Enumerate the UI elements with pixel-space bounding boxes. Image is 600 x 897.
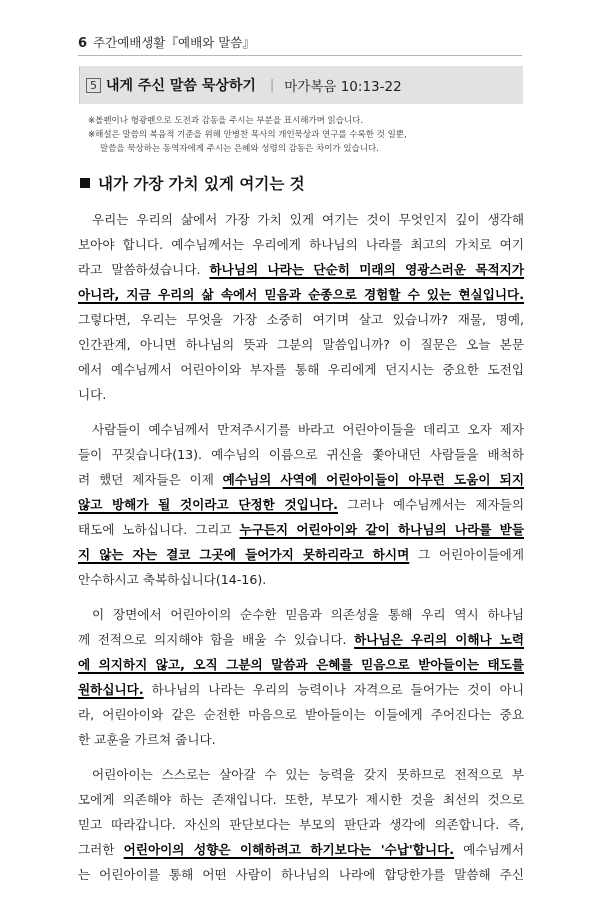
highlighted-text: 누구든지 어린아이와 같이 하나님의 나라를 받들 — [239, 522, 524, 537]
text-line: 그러한 어린아이의 성향은 이해하려고 하기보다는 '수납'합니다. 예수님께서 — [78, 842, 524, 857]
scripture-passage: 마가복음 10:13-22 — [284, 79, 402, 95]
page-header — [78, 33, 255, 51]
text-line: 이 장면에서 어린아이의 순수한 믿음과 의존성을 통해 우리 역시 하나님 — [92, 607, 524, 622]
section-number: 5 — [86, 78, 101, 93]
paragraph-1 — [78, 207, 524, 407]
text-line: 에서 예수님께서 어린아이와 부자를 통해 우리에게 던지시는 중요한 도전입 — [78, 362, 524, 377]
subheading — [80, 172, 305, 194]
text-line: 어린아이는 스스로는 살아갈 수 있는 능력을 갖지 못하므로 전적으로 부 — [92, 767, 524, 782]
text-line: 사람들이 예수님께서 만져주시기를 바라고 어린아이들을 데리고 오자 제자 — [92, 422, 524, 437]
text-line: 라고 말씀하셨습니다. 하나님의 나라는 단순히 미래의 영광스러운 목적지가 — [78, 262, 524, 277]
text-line: 보아야 합니다. 예수님께서는 우리에게 하나님의 나라를 최고의 가치로 여기 — [78, 237, 524, 252]
publication-title: 주간예배생활『예배와 말씀』 — [93, 35, 255, 50]
page-number: 6 — [78, 36, 88, 51]
highlighted-text: 지 않는 자는 결코 그곳에 들어가지 못하리라고 하시며 — [78, 547, 410, 562]
subheading-text: 내가 가장 가치 있게 여기는 것 — [98, 175, 305, 193]
highlighted-text: 하나님의 나라는 단순히 미래의 영광스러운 목적지가 — [209, 262, 524, 277]
text-line: 원하십니다. 하나님의 나라는 우리의 능력이나 자격으로 들어가는 것이 아니 — [78, 682, 524, 697]
paragraph-3 — [78, 602, 524, 752]
article-body — [78, 207, 524, 897]
text-line: 려 했던 제자들은 이제 예수님의 사역에 어린아이들이 아무런 도움이 되지 — [78, 472, 524, 487]
text-line: 믿고 따라갑니다. 자신의 판단보다는 부모의 판단과 생각에 의존합니다. 즉, — [78, 817, 524, 832]
text-line: 태도에 노하십니다. 그리고 누구든지 어린아이와 같이 하나님의 나라를 받들 — [78, 522, 524, 537]
highlighted-text: 예수님의 사역에 어린아이들이 아무런 도움이 되지 — [222, 472, 524, 487]
highlighted-text: 에 의지하지 않고, 오직 그분의 말씀과 은혜를 믿음으로 받아들이는 태도를 — [78, 657, 524, 672]
highlighted-text: 않고 방해가 될 것이라고 단정한 것입니다. — [78, 497, 338, 512]
text-line: 모에게 의존해야 하는 존재입니다. 또한, 부모가 제시한 것을 최선의 것으로 — [78, 792, 524, 807]
text-line: 라, 어린아이와 같은 순전한 마음으로 받아들이는 이들에게 주어진다는 중요 — [78, 707, 524, 722]
square-bullet-icon — [80, 178, 90, 188]
paragraph-2 — [78, 417, 524, 592]
section-title: 내게 주신 말씀 묵상하기 — [106, 78, 256, 94]
highlighted-text: 아니라, 지금 우리의 삶 속에서 믿음과 순종으로 경험할 수 있는 현실입니다. — [78, 287, 524, 302]
text-line: 않고 방해가 될 것이라고 단정한 것입니다. 그러나 예수님께서는 제자들의 — [78, 497, 524, 512]
text-line: 니다. — [78, 387, 107, 402]
note-line: ※볼펜이나 형광펜으로 도전과 감동을 주시는 부분을 표시해가며 읽습니다. — [88, 116, 364, 126]
note-line: ※해설은 말씀의 복음적 기준을 위해 안병찬 목사의 개인묵상과 연구를 수록한 것 일뿐, — [88, 130, 407, 140]
text-line: 우리는 우리의 삶에서 가장 가치 있게 여기는 것이 무엇인지 깊이 생각해 — [92, 212, 524, 227]
text-line: 지 않는 자는 결코 그곳에 들어가지 못하리라고 하시며 그 어린아이들에게 — [78, 547, 524, 562]
text-line: 께 전적으로 의지해야 함을 배울 수 있습니다. 하나님은 우리의 이해나 노력 — [78, 632, 525, 647]
text-line: 들이 꾸짖습니다(13). 예수님의 이름으로 귀신을 쫓아내던 사람들을 배척하 — [78, 447, 524, 462]
title-separator: | — [269, 77, 275, 93]
section-title-box — [79, 66, 523, 104]
highlighted-text: 원하십니다. — [78, 682, 144, 697]
text-line: 인간관계, 아니면 하나님의 뜻과 그분의 말씀입니까? 이 질문은 오늘 본문 — [78, 337, 524, 352]
paragraph-4 — [78, 762, 524, 887]
text-line: 한 교훈을 가르쳐 줍니다. — [78, 732, 216, 747]
note-line: 말씀을 묵상하는 동역자에게 주시는 은혜와 성령의 감동은 차이가 있습니다. — [100, 144, 379, 154]
header-divider — [78, 55, 522, 56]
text-line: 는 어린아이를 통해 어떤 사람이 하나님의 나라에 합당한가를 말씀해 주신 — [78, 867, 524, 882]
text-line: 그렇다면, 우리는 무엇을 가장 소중히 여기며 살고 있습니까? 재물, 명예, — [78, 312, 524, 327]
highlighted-text: 어린아이의 성향은 이해하려고 하기보다는 '수납'합니다. — [123, 842, 455, 857]
highlighted-text: 하나님은 우리의 이해나 노력 — [354, 632, 525, 647]
reading-notes — [88, 114, 518, 156]
text-line: 안수하시고 축복하십니다(14-16). — [78, 572, 267, 587]
